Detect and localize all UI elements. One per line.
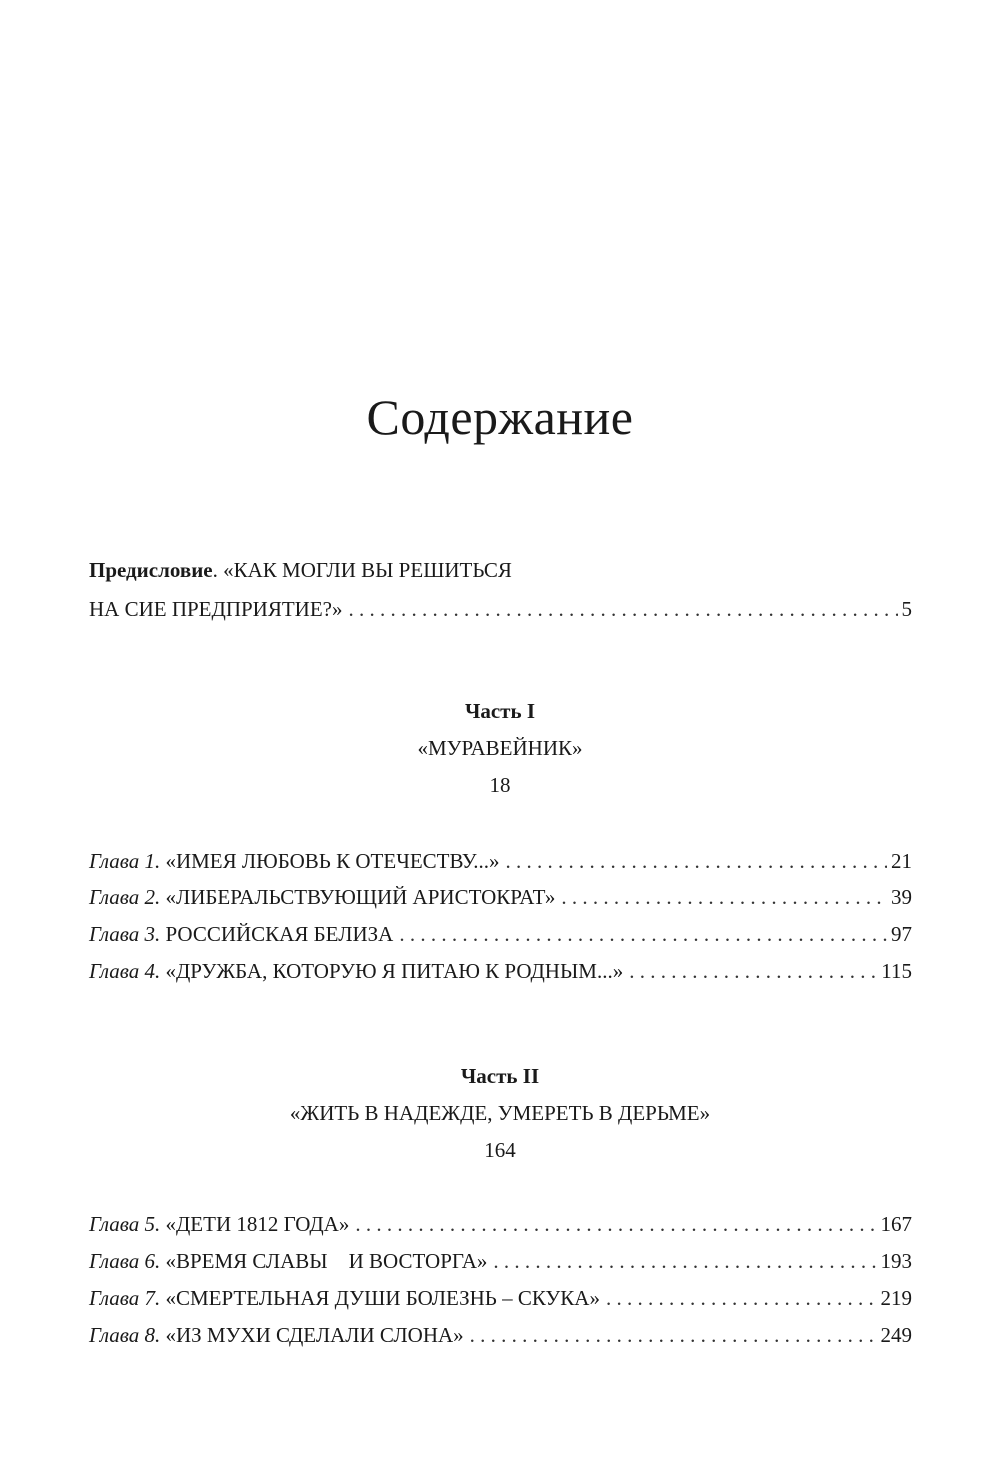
chapter-prefix: Глава 1.	[89, 849, 161, 873]
page-number: 5	[901, 597, 912, 621]
dot-leader	[493, 1247, 876, 1275]
chapter-label	[89, 883, 555, 911]
chapter-prefix: Глава 7.	[89, 1286, 161, 1310]
toc-entry-chapter-6[interactable]	[89, 1247, 912, 1275]
page-number: 219	[880, 1286, 912, 1310]
toc-entry-chapter-4[interactable]	[89, 957, 912, 985]
page-number: 21	[891, 849, 912, 873]
dot-leader	[561, 883, 887, 911]
chapter-title: РОССИЙСКАЯ БЕЛИЗА	[165, 922, 394, 946]
chapter-label	[89, 920, 393, 948]
preface-title-part-2: НА СИЕ ПРЕДПРИЯТИЕ?»	[89, 597, 343, 621]
page-number: 249	[880, 1323, 912, 1347]
chapter-title: «ДЕТИ 1812 ГОДА»	[165, 1212, 350, 1236]
toc-entry-chapter-2[interactable]	[89, 883, 912, 911]
page-number: 167	[880, 1212, 912, 1236]
page-number: 115	[881, 959, 912, 983]
toc-entry-chapter-8[interactable]	[89, 1321, 912, 1349]
part-heading	[0, 693, 1000, 804]
chapter-label	[89, 1284, 600, 1312]
chapter-title: «ИМЕЯ ЛЮБОВЬ К ОТЕЧЕСТВУ...»	[165, 849, 500, 873]
chapter-title: «ИЗ МУХИ СДЕЛАЛИ СЛОНА»	[165, 1323, 464, 1347]
dot-leader	[506, 847, 888, 875]
page-number: 39	[891, 885, 912, 909]
toc-entry-chapter-1[interactable]	[89, 847, 912, 875]
chapter-label	[89, 1321, 464, 1349]
part-title: «ЖИТЬ В НАДЕЖДЕ, УМЕРЕТЬ В ДЕРЬМЕ»	[289, 1101, 711, 1125]
chapter-title: «ВРЕМЯ СЛАВЫ И ВОСТОРГА»	[165, 1249, 488, 1273]
dot-leader	[349, 595, 898, 623]
chapter-prefix: Глава 6.	[89, 1249, 161, 1273]
dot-leader	[606, 1284, 877, 1312]
part-page-number: 18	[489, 773, 511, 797]
preface-line-2[interactable]	[89, 595, 912, 623]
dot-leader	[629, 957, 877, 985]
preface-label: Предисловие	[89, 558, 213, 582]
chapter-label	[89, 1247, 487, 1275]
chapter-prefix: Глава 3.	[89, 922, 161, 946]
chapter-prefix: Глава 8.	[89, 1323, 161, 1347]
chapter-title: «ДРУЖБА, КОТОРУЮ Я ПИТАЮ К РОДНЫМ...»	[165, 959, 624, 983]
chapter-title: «ЛИБЕРАЛЬСТВУЮЩИЙ АРИСТОКРАТ»	[165, 885, 556, 909]
dot-leader	[355, 1210, 876, 1238]
chapter-prefix: Глава 2.	[89, 885, 161, 909]
page-number: 97	[891, 922, 912, 946]
part-page-number: 164	[484, 1138, 516, 1162]
page-title: Содержание	[366, 389, 634, 445]
toc-entry-chapter-7[interactable]	[89, 1284, 912, 1312]
part-heading	[0, 1058, 1000, 1169]
chapter-prefix: Глава 4.	[89, 959, 161, 983]
dot-leader	[399, 920, 887, 948]
toc-entry-chapter-3[interactable]	[89, 920, 912, 948]
toc-entry-chapter-5[interactable]	[89, 1210, 912, 1238]
chapter-label	[89, 957, 623, 985]
part-label: Часть I	[464, 699, 536, 723]
preface-line-1[interactable]	[89, 556, 512, 584]
chapter-label	[89, 847, 500, 875]
chapter-label	[89, 1210, 349, 1238]
part-title: «МУРАВЕЙНИК»	[417, 736, 583, 760]
preface-title-part-1: . «КАК МОГЛИ ВЫ РЕШИТЬСЯ	[212, 558, 512, 582]
dot-leader	[470, 1321, 877, 1349]
chapter-prefix: Глава 5.	[89, 1212, 161, 1236]
page-number: 193	[880, 1249, 912, 1273]
chapter-title: «СМЕРТЕЛЬНАЯ ДУШИ БОЛЕЗНЬ – СКУКА»	[165, 1286, 600, 1310]
part-label: Часть II	[460, 1064, 540, 1088]
